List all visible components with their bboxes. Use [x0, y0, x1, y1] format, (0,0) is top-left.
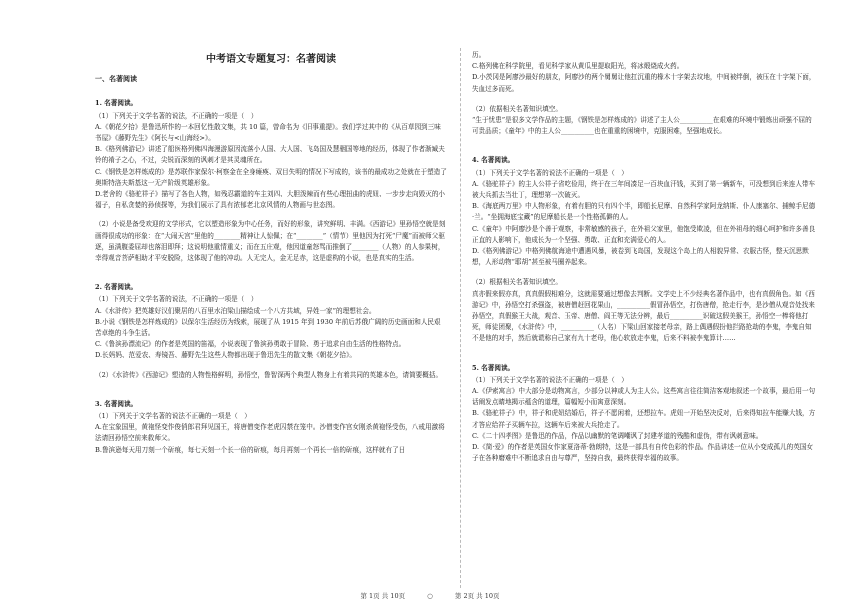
left-column [95, 50, 447, 456]
question-1-option-c: C.《钢铁是怎样炼成的》是苏联作家保尔·柯察金在全身瘫痪、双目失明的情况下写成的，该书的最成功之处就在于塑造了奥斯特洛夫斯基这一无产阶级英雄形象。 [95, 167, 447, 187]
question-1-sub2: （2）小说是备受欢迎的文学形式，它以塑造形象为中心任务，而好的形象，讲究鲜明、丰满。《西游记》里孙悟空就是刻画得很成功的形象：在“大闹天宫”里他的________精神让人惊佩；在“________”（情节）里他因为打死“尸魔”而被师父驱逐，虽满腹委屈却也落泪即拜；这说明他重情重义；而在五庄观，他因道童怒骂而推倒了________（人物）的人参果树，幸得观音菩萨相助才平安脱险，这体现了他的冲动。人无完人，金无足赤，这是虚构的小说，也是真实的生活。 [95, 220, 446, 263]
question-5-option-c: C.《二十四孝图》是鲁迅的作品，作品以幽默的笔调嘲讽了封建孝道的残酷和虚伪，带有讽刺意味。 [472, 431, 763, 440]
question-3-sub2: （2）依据相关名著知识填空。 [472, 104, 562, 113]
question-4-option-c: C.《童年》中阿廖沙是个善于观察，非常敏感的孩子，在外祖父家里，他饱受欺凌，但在外祖母的细心呵护和许多善良正直的人影响下，他成长为一个坚强、勇敢、正直和充满爱心的人。 [472, 224, 816, 244]
question-5-option-d: D.《简·爱》的作者是英国女作家夏洛蒂·勃朗特，这是一部具有自传色彩的作品。作品讲述一位从小变成孤儿的英国女子在各种磨难中不断追求自由与尊严，坚持自我，最终获得幸福的故事。 [472, 443, 814, 463]
question-3-option-b-continued: 历。 [472, 51, 486, 59]
question-4-heading: 4. 名著阅读。 [472, 156, 515, 165]
question-3-heading: 3. 名著阅读。 [95, 399, 138, 408]
question-1-option-d: D.老舍的《骆驼祥子》描写了各色人物，如残忍霸道的车主刘四、大胆泼辣而有些心理扭曲的虎妞、一步步走向毁灭的小福子，自私贪婪的孙侦探等，为我们展示了具有浓郁老北京风情的人物画与世态图。 [95, 190, 446, 210]
question-2-option-d: D.长妈妈、范爱农、寿镜吾、藤野先生这些人物都出现于鲁迅先生的散文集《朝花夕拾》。 [95, 351, 357, 360]
question-4-sub1: （1）下列关于文学名著的说法不正确的一项是（ ） [472, 168, 628, 177]
question-5-option-b: B.《骆驼祥子》中，祥子和虎妞结婚后，祥子不愿闲着，还想拉车。虎妞一开始坚决反对，后来得知拉车能赚大钱，方才答应给祥子买辆车拉，这辆车后来被大兵抢走了。 [472, 409, 816, 429]
page-footer [0, 591, 860, 600]
question-1-option-b: B.《格列佛游记》讲述了船医格列佛四海漫游原因流落小人国、大人国、飞岛国及慧骃国等地的经历，体现了作者渐臧夫铃的褃子之心，不过，尖锐而深刻的讽刺才是其灵魂所在。 [95, 145, 445, 165]
page-number-right: 第 2页 共 10页 [454, 592, 500, 600]
footer-separator: ○ [427, 592, 433, 600]
question-4-option-b: B.《海底两万里》中人物形象，有着有胆的只有四个半，即船长尼摩、自然科学家阿龙纳斯、仆人康塞尔、捕鲸手尼德·兰。“坐拥海底宝藏”的尼摩船长是一个性格孤僻的人。 [472, 202, 816, 222]
question-1-sub1: （1）下列关于文学名著的说法，不正确的一项是（ ） [95, 111, 258, 120]
question-4-option-d: D.《格列佛游记》中格列佛航海途中遭遇风暴，被卷到飞岛国，发现这个岛上的人相貌异常、衣服古怪，整天沉思默想，人形动物“耶胡”甚至被马圈养起来。 [472, 247, 809, 267]
question-5-option-a: A.《伊索寓言》中大部分是动物寓言，少部分以神或人为主人公。这些寓言往往简洁客观地叙述一个故事，最后用一句话阐发点睛地揭示蕴含的道理，篇幅短小而寓意深刻。 [472, 387, 816, 407]
question-4-option-a: A.《骆驼祥子》的主人公祥子省吃俭用，终于在三年间凑足一百块血汗钱，买到了第一辆新车，可没想到后来连人带车被大兵抓去当壮丁，理想第一次破灭。 [472, 179, 816, 200]
question-3-option-a: A.在宝象国里，黄袍怪变作俊俏郎君拜见国王，将唐僧变作老虎囚禁在笼中。沙僧变作宫女刚杀黄袍怪受伤，八戒用激将法请回孙悟空前来救师父。 [95, 423, 445, 443]
question-3-option-c: C.格列佛在科学院里，看见科学家从黄瓜里提取阳光，将冰煅烧成火药。 [472, 62, 684, 71]
question-2-option-c: C.《鲁滨孙漂流记》的作者是英国的笛福，小说表现了鲁滨孙勇敢于冒险、勇于追求自由生活的性格特点。 [95, 340, 406, 349]
question-5-sub1: （1）下列关于文学名著的说法不正确的一项是（ ） [472, 375, 628, 384]
column-divider [460, 48, 461, 588]
question-2-sub2: （2）《水浒传》《西游记》塑造的人物性格鲜明，孙悟空，鲁智深两个典型人物身上有着共同的英雄本色，请简要概括。 [95, 370, 443, 379]
page-number-left: 第 1页 共 10页 [360, 592, 406, 600]
question-1-option-a: A.《朝花夕拾》是鲁迅所作的一本回忆性散文集，共 10 篇，曾命名为《旧事重提》。我们学过其中的《从百草园到三味书屋》《藤野先生》《阿长与<山海经>》。 [95, 122, 441, 143]
question-2-option-b: B.小说《钢铁是怎样炼成的》以保尔生活经历为线索，展现了从 1915 年到 1930 年前后苏俄广阔的历史画面和人民艰苦卓绝的斗争生活。 [95, 317, 441, 338]
right-column [472, 50, 817, 465]
question-2-option-a: A.《水浒传》把英雄好汉们聚居的八百里水泊梁山描绘成一个八方共域，异姓一家”的理想社会。 [95, 306, 376, 315]
question-2-heading: 2. 名著阅读。 [95, 283, 138, 292]
question-3-sub1: （1）下列关于文学名著的说法不正确的一项是（ ） [95, 412, 251, 421]
question-4-fill: 真亦假来假亦真，真真假假相难分，这就需要通过想像去判断。文学史上不少经典名著作品中，也有真假角色。如《西游记》中，孙悟空打杀强盗，被唐僧赶回花果山，__________假冒孙悟空，打伤唐僧，抢走行李，是沙僧从观音处找来孙悟空，真假猴王大战，观音、玉帝、唐僧、阎王等无法分辨，最后__________识破这假美猴王，孙悟空一棒将他打死，师徒团聚，《水浒传》中，__________（人名）下梁山回家接老母亲，路上偶遇假扮他拦路抢劫的李鬼，李鬼自知不是他的对手，然后就谎称自己家有九十老母，他心软放走李鬼，后来不料被李鬼算计…… [472, 289, 815, 343]
section-heading: 一、名著阅读 [95, 74, 137, 84]
question-5-heading: 5. 名著阅读。 [472, 363, 515, 372]
question-3-option-b: B.鲁滨逊每天用刀刻一个斫痕，每七天刻一个长一倍的斫痕，每月再刻一个再长一倍的斫痕，这样就有了日 [95, 445, 406, 454]
question-1-heading: 1. 名著阅读。 [95, 99, 138, 108]
question-4-sub2: （2）根据相关名著知识填空。 [472, 278, 562, 287]
page-title: 中考语文专题复习：名著阅读 [206, 54, 336, 65]
question-2-sub1: （1）下列关于文学名著的说法，不正确的一项是（ ） [95, 295, 258, 304]
question-3-option-d: D.小茨冈是阿廖沙最好的朋友，阿廖沙的两个舅舅让他扛沉重的橡木十字架去坟地，中间被绊倒，被压在十字架下面，失血过多而死。 [472, 73, 816, 93]
question-3-fill: “生于忧患”是很多文学作品的主题，《钢铁是怎样炼成的》讲述了主人公__________在艰难的环境中锻炼出顽强不屈的可贵品质；《童年》中的主人公__________也在重重的困境中，克服困难，坚强地成长。 [472, 116, 812, 136]
